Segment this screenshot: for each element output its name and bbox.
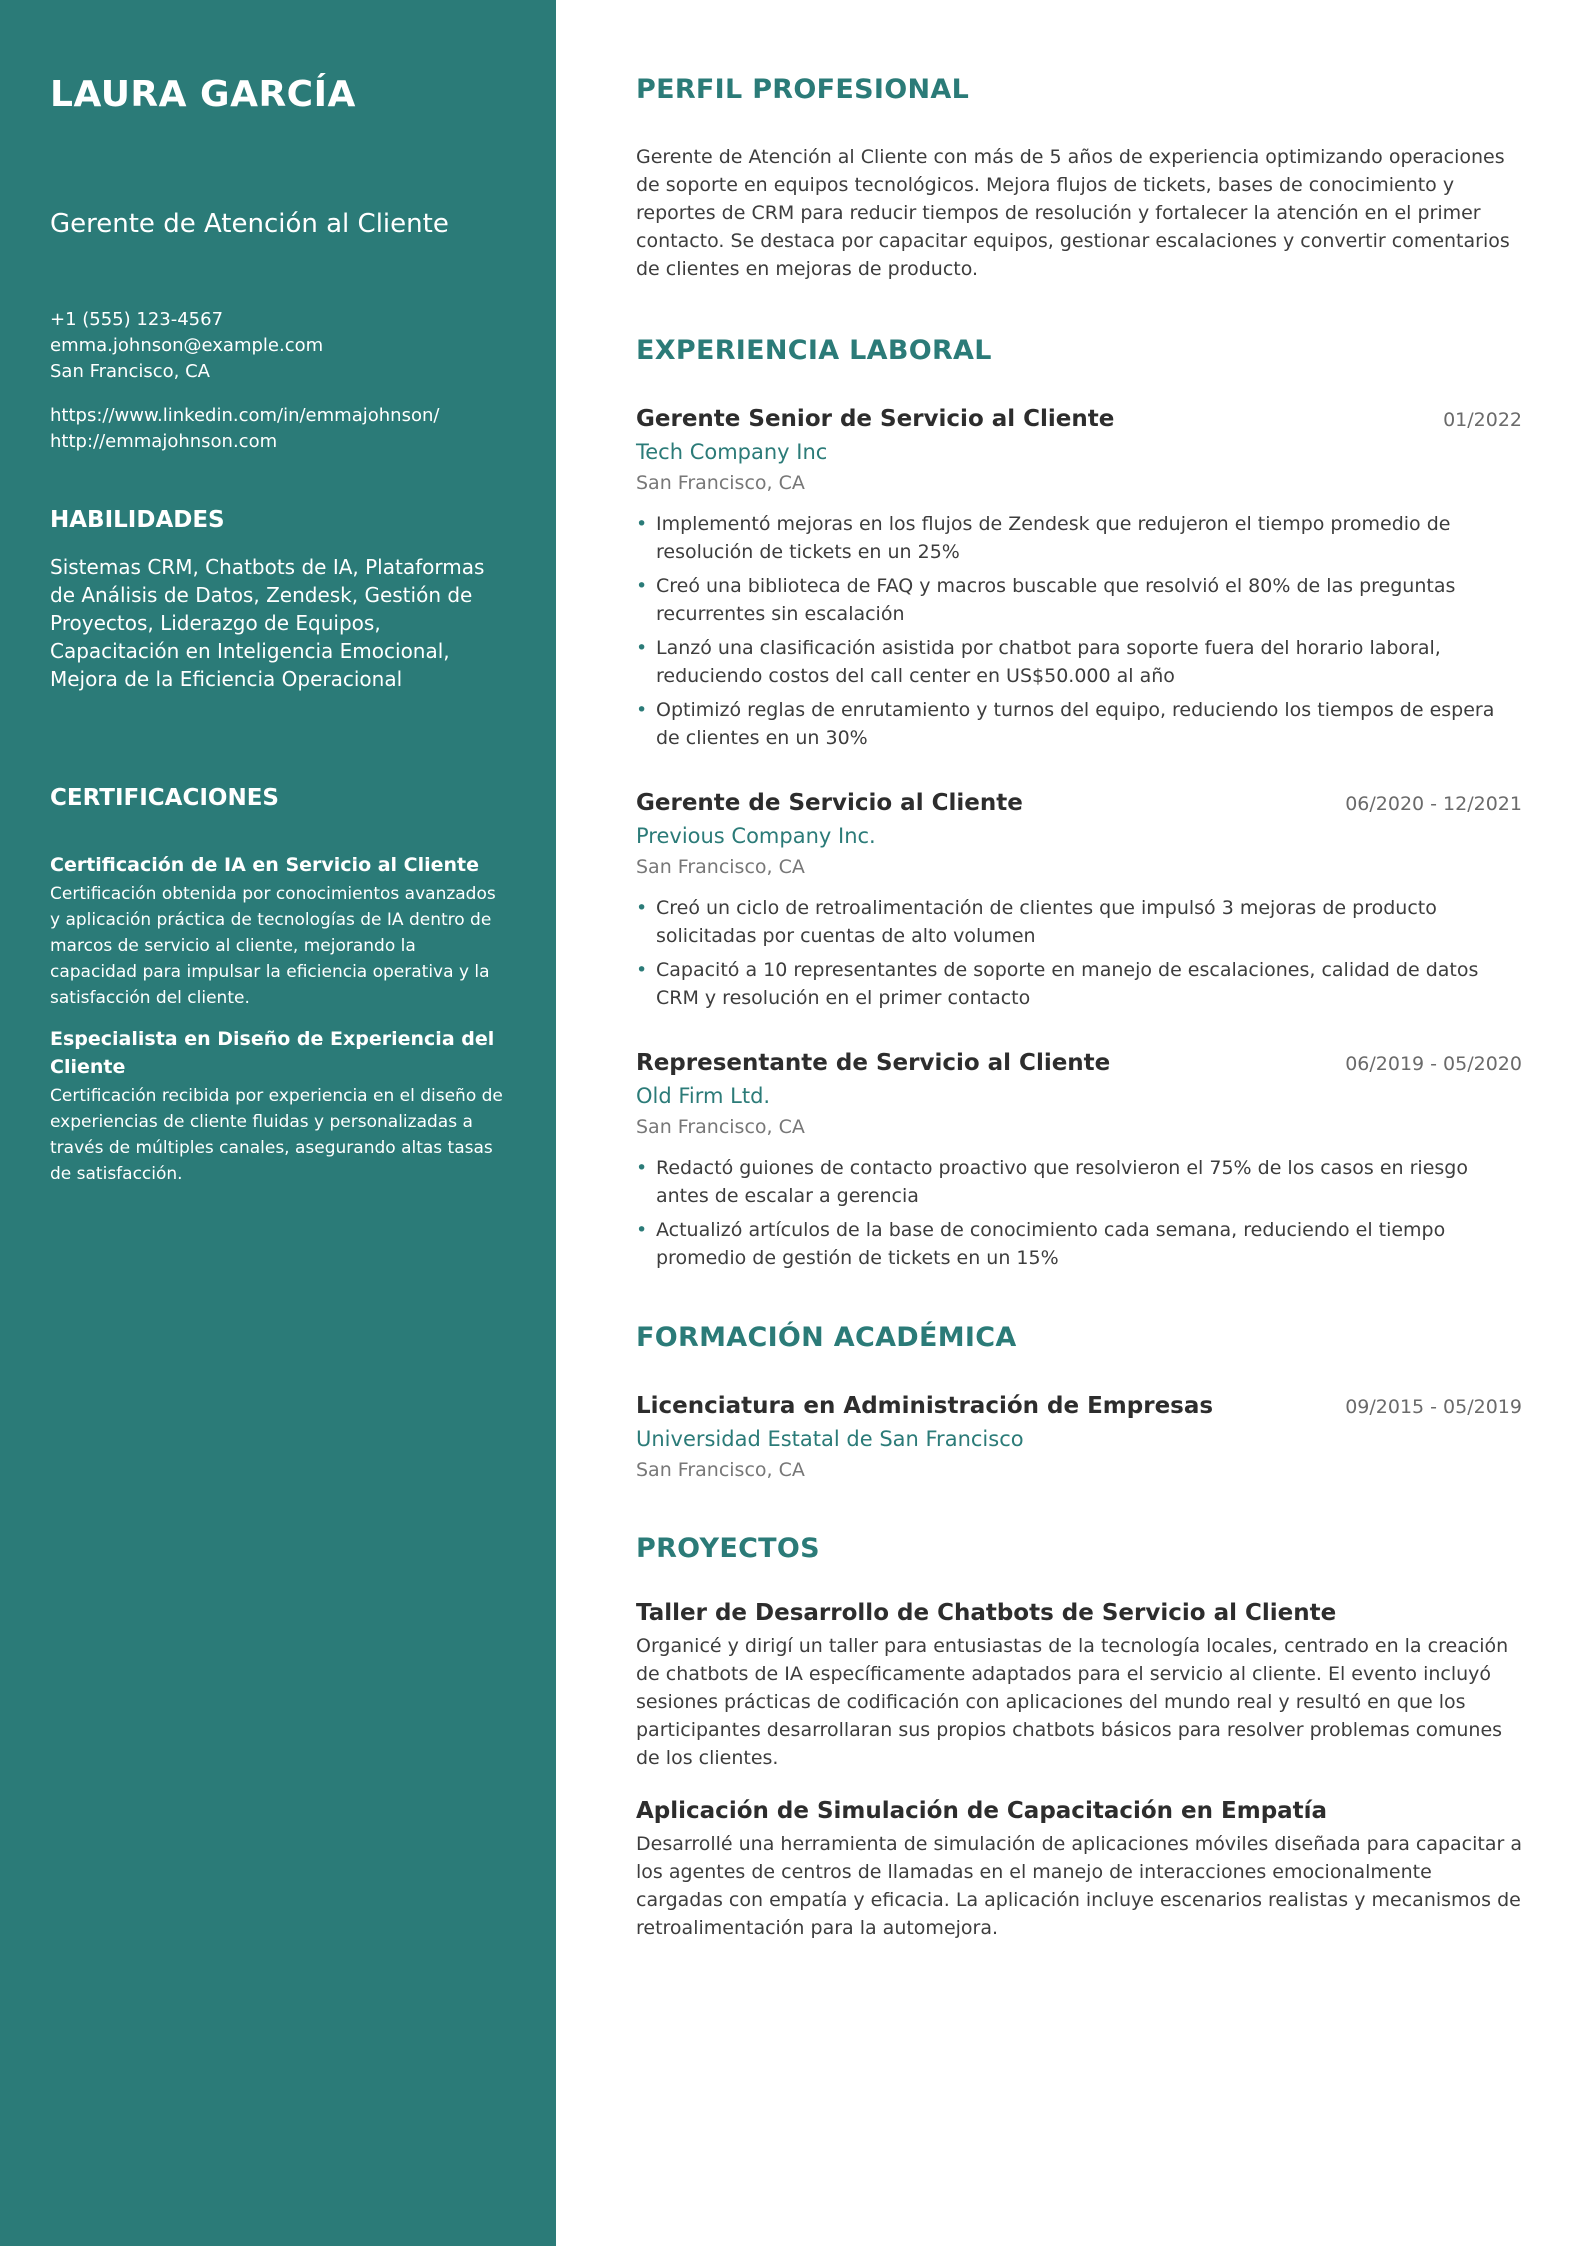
certification-title: Certificación de IA en Servicio al Cliente <box>50 854 480 876</box>
job-entry <box>636 406 1522 752</box>
job-title: Gerente Senior de Servicio al Cliente <box>636 406 1115 432</box>
candidate-name: LAURA GARCÍA <box>50 74 356 115</box>
contact-links <box>50 403 506 455</box>
job-company: Previous Company Inc. <box>636 824 876 848</box>
contact-email: emma.johnson@example.com <box>50 335 324 356</box>
education-entry <box>636 1393 1522 1481</box>
experience-list <box>636 406 1522 1272</box>
job-location: San Francisco, CA <box>636 472 805 494</box>
job-bullet: • Redactó guiones de contacto proactivo que resolvieron el 75% de los casos en riesgo antes de escalar a gerencia <box>636 1154 1522 1210</box>
job-bullet: • Creó un ciclo de retroalimentación de clientes que impulsó 3 mejoras de producto solicitadas por cuentas de alto volumen <box>636 894 1522 950</box>
certification-item <box>50 1025 506 1187</box>
job-company: Tech Company Inc <box>636 440 828 464</box>
project-title: Taller de Desarrollo de Chatbots de Servicio al Cliente <box>636 1600 1337 1626</box>
job-bullet: • Capacitó a 10 representantes de soporte en manejo de escalaciones, calidad de datos CRM y resolución en el primer contacto <box>636 956 1522 1012</box>
job-date: 06/2019 - 05/2020 <box>1345 1053 1522 1075</box>
job-company: Old Firm Ltd. <box>636 1084 771 1108</box>
education-location: San Francisco, CA <box>636 1459 805 1481</box>
experience-heading: EXPERIENCIA LABORAL <box>636 335 992 366</box>
contact-location: San Francisco, CA <box>50 361 210 382</box>
project-entry <box>636 1798 1522 1942</box>
skills-text: Sistemas CRM, Chatbots de IA, Plataformas de Análisis de Datos, Zendesk, Gestión de Proyectos, Liderazgo de Equipos, Capacitación en Inteligencia Emocional, Mejora de la Eficiencia Operacional <box>50 555 485 691</box>
job-bullets <box>636 894 1522 1012</box>
job-bullet: • Optimizó reglas de enrutamiento y turnos del equipo, reduciendo los tiempos de espera de clientes en un 30% <box>636 696 1522 752</box>
linkedin-link[interactable]: https://www.linkedin.com/in/emmajohnson/ <box>50 405 440 426</box>
education-date: 09/2015 - 05/2019 <box>1345 1396 1522 1418</box>
profile-text: Gerente de Atención al Cliente con más de 5 años de experiencia optimizando operaciones de soporte en equipos tecnológicos. Mejora flujos de tickets, bases de conocimiento y reportes de CRM para reducir tiempos de resolución y fortalecer la atención en el primer contacto. Se destaca por capacitar equipos, gestionar escalaciones y convertir comentarios de clientes en mejoras de producto. <box>636 146 1510 280</box>
certification-item <box>50 851 506 1011</box>
main-content <box>556 0 1588 2246</box>
projects-heading: PROYECTOS <box>636 1533 820 1564</box>
education-heading: FORMACIÓN ACADÉMICA <box>636 1322 1017 1353</box>
project-description: Desarrollé una herramienta de simulación de aplicaciones móviles diseñada para capacitar a los agentes de centros de llamadas en el manejo de interacciones emocionalmente cargadas con empatía y eficacia. La aplicación incluye escenarios realistas y mecanismos de retroalimentación para la automejora. <box>636 1833 1522 1939</box>
job-bullet: • Implementó mejoras en los flujos de Zendesk que redujeron el tiempo promedio de resolución de tickets en un 25% <box>636 510 1522 566</box>
profile-heading: PERFIL PROFESIONAL <box>636 74 970 105</box>
contact-info <box>50 307 506 385</box>
certifications-heading: CERTIFICACIONES <box>50 785 279 811</box>
education-degree: Licenciatura en Administración de Empresas <box>636 1393 1214 1419</box>
project-entry <box>636 1600 1522 1772</box>
project-description: Organicé y dirigí un taller para entusiastas de la tecnología locales, centrado en la creación de chatbots de IA específicamente adaptados para el servicio al cliente. El evento incluyó sesiones prácticas de codificación con aplicaciones del mundo real y resultó en que los participantes desarrollaran sus propios chatbots básicos para resolver problemas comunes de los clientes. <box>636 1635 1509 1769</box>
candidate-role: Gerente de Atención al Cliente <box>50 209 449 239</box>
skills-heading: HABILIDADES <box>50 507 225 533</box>
sidebar <box>0 0 556 2246</box>
certifications-list <box>50 851 506 1187</box>
website-link[interactable]: http://emmajohnson.com <box>50 431 278 452</box>
job-entry <box>636 1050 1522 1272</box>
job-title: Gerente de Servicio al Cliente <box>636 790 1023 816</box>
job-date: 06/2020 - 12/2021 <box>1345 793 1522 815</box>
certification-description: Certificación recibida por experiencia en el diseño de experiencias de cliente fluidas y personalizadas a través de múltiples canales, asegurando altas tasas de satisfacción. <box>50 1086 503 1184</box>
project-title: Aplicación de Simulación de Capacitación en Empatía <box>636 1798 1328 1824</box>
job-bullet: • Actualizó artículos de la base de conocimiento cada semana, reduciendo el tiempo promedio de gestión de tickets en un 15% <box>636 1216 1522 1272</box>
job-title: Representante de Servicio al Cliente <box>636 1050 1111 1076</box>
contact-phone: +1 (555) 123-4567 <box>50 309 224 330</box>
job-date: 01/2022 <box>1443 409 1522 431</box>
job-entry <box>636 790 1522 1012</box>
job-location: San Francisco, CA <box>636 1116 805 1138</box>
job-bullets <box>636 510 1522 752</box>
job-bullet: • Creó una biblioteca de FAQ y macros buscable que resolvió el 80% de las preguntas recurrentes sin escalación <box>636 572 1522 628</box>
certification-title: Especialista en Diseño de Experiencia del Cliente <box>50 1028 495 1078</box>
education-school: Universidad Estatal de San Francisco <box>636 1427 1024 1451</box>
certification-description: Certificación obtenida por conocimientos avanzados y aplicación práctica de tecnologías de IA dentro de marcos de servicio al cliente, mejorando la capacidad para impulsar la eficiencia operativa y la satisfacción del cliente. <box>50 884 496 1008</box>
job-bullets <box>636 1154 1522 1272</box>
job-bullet: • Lanzó una clasificación asistida por chatbot para soporte fuera del horario laboral, reduciendo costos del call center en US$50.000 al año <box>636 634 1522 690</box>
job-location: San Francisco, CA <box>636 856 805 878</box>
